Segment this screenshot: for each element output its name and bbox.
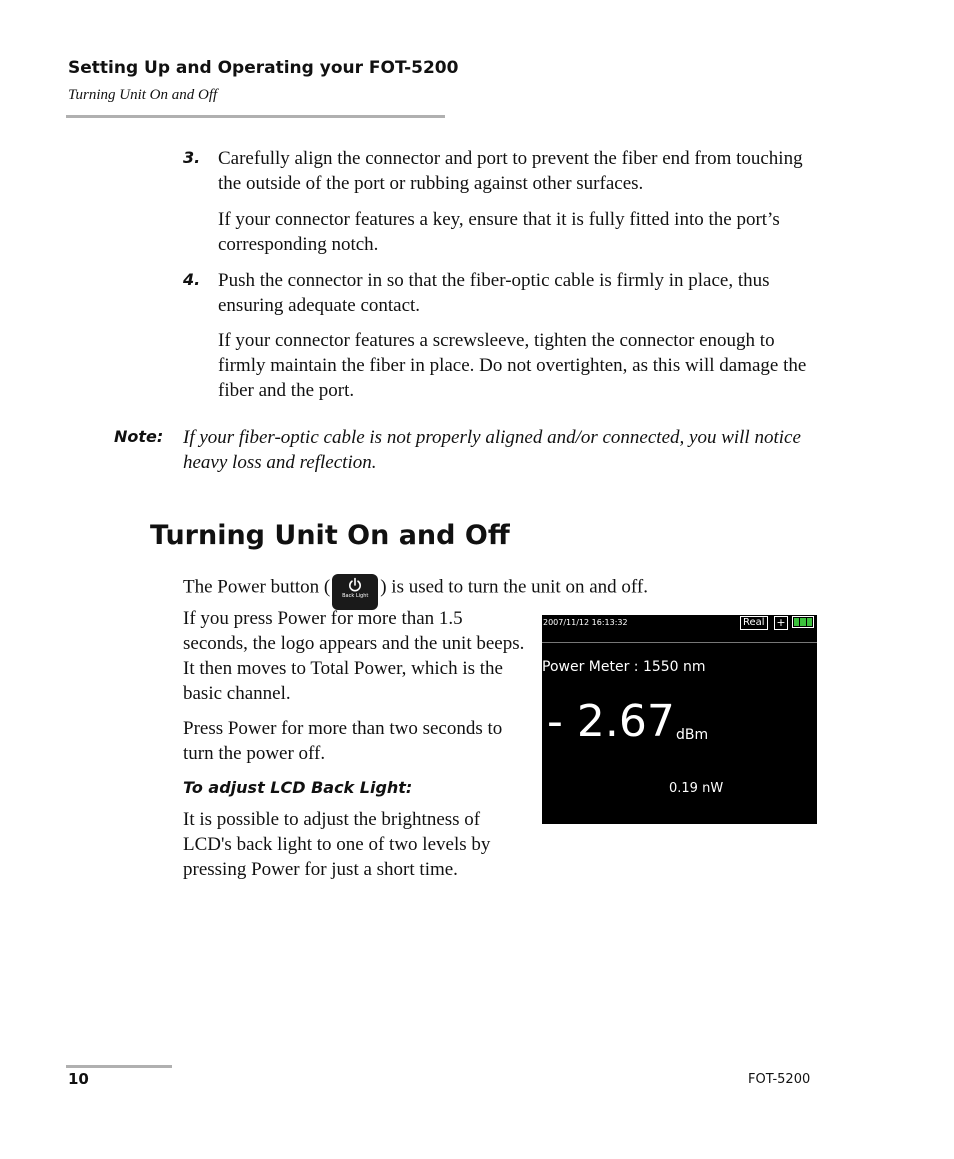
step-text: Push the connector in so that the fiber-optic cable is firmly in place, thus ensuring adequate contact. [218, 270, 770, 316]
power-line-after: ) is used to turn the unit on and off. [380, 576, 648, 598]
power-line-before: The Power button ( [183, 576, 331, 598]
running-header-title: Setting Up and Operating your FOT-5200 [68, 58, 459, 78]
step-extra-text: If your connector features a key, ensure that it is fully fitted into the port’s corresponding notch. [218, 209, 780, 255]
note-label: Note: [114, 427, 164, 446]
step-number: 4. [183, 270, 201, 289]
screen-reading: - 2.67 [547, 696, 675, 747]
power-button-paragraph [183, 570, 648, 606]
screen-mode-badge: Real [740, 616, 768, 630]
screen-secondary-reading: 0.19 nW [669, 781, 724, 796]
step-extra-text: If your connector features a screwsleeve, tighten the connector enough to firmly maintain the fiber in place. Do not overtighten, as this will damage the fiber and the port. [218, 330, 807, 401]
battery-icon [792, 616, 814, 628]
screen-mode-line: Power Meter : 1550 nm [542, 659, 706, 675]
screen-divider [542, 642, 817, 643]
note-text: If your fiber-optic cable is not properly aligned and/or connected, you will notice heavy loss and reflection. [183, 427, 801, 473]
power-off-paragraph: Press Power for more than two seconds to turn the power off. [183, 718, 503, 764]
power-icon [347, 577, 363, 593]
device-screen [542, 615, 817, 824]
screen-datetime: 2007/11/12 16:13:32 [543, 618, 628, 627]
running-header-subtitle: Turning Unit On and Off [68, 87, 218, 103]
backlight-paragraph: It is possible to adjust the brightness of LCD's back light to one of two levels by pressing Power for just a short time. [183, 809, 491, 880]
procedure-title: To adjust LCD Back Light: [183, 778, 413, 797]
screen-reading-unit: dBm [676, 727, 709, 743]
power-button-label: Back Light [342, 593, 369, 599]
header-rule [66, 115, 445, 118]
step-text: Carefully align the connector and port to prevent the fiber end from touching the outside of the port or rubbing against other surfaces. [218, 148, 803, 194]
page-number: 10 [68, 1070, 89, 1088]
footer-model: FOT-5200 [748, 1072, 811, 1087]
step-number: 3. [183, 148, 201, 167]
power-button-image [332, 574, 378, 610]
footer-rule [66, 1065, 172, 1068]
screen-plus-icon: + [774, 616, 788, 630]
battery-cell [807, 618, 812, 626]
battery-cell [794, 618, 799, 626]
battery-cell [800, 618, 805, 626]
section-title: Turning Unit On and Off [150, 520, 510, 551]
power-press-paragraph: If you press Power for more than 1.5 seconds, the logo appears and the unit beeps. It then moves to Total Power, which is the basic channel. [183, 608, 525, 704]
